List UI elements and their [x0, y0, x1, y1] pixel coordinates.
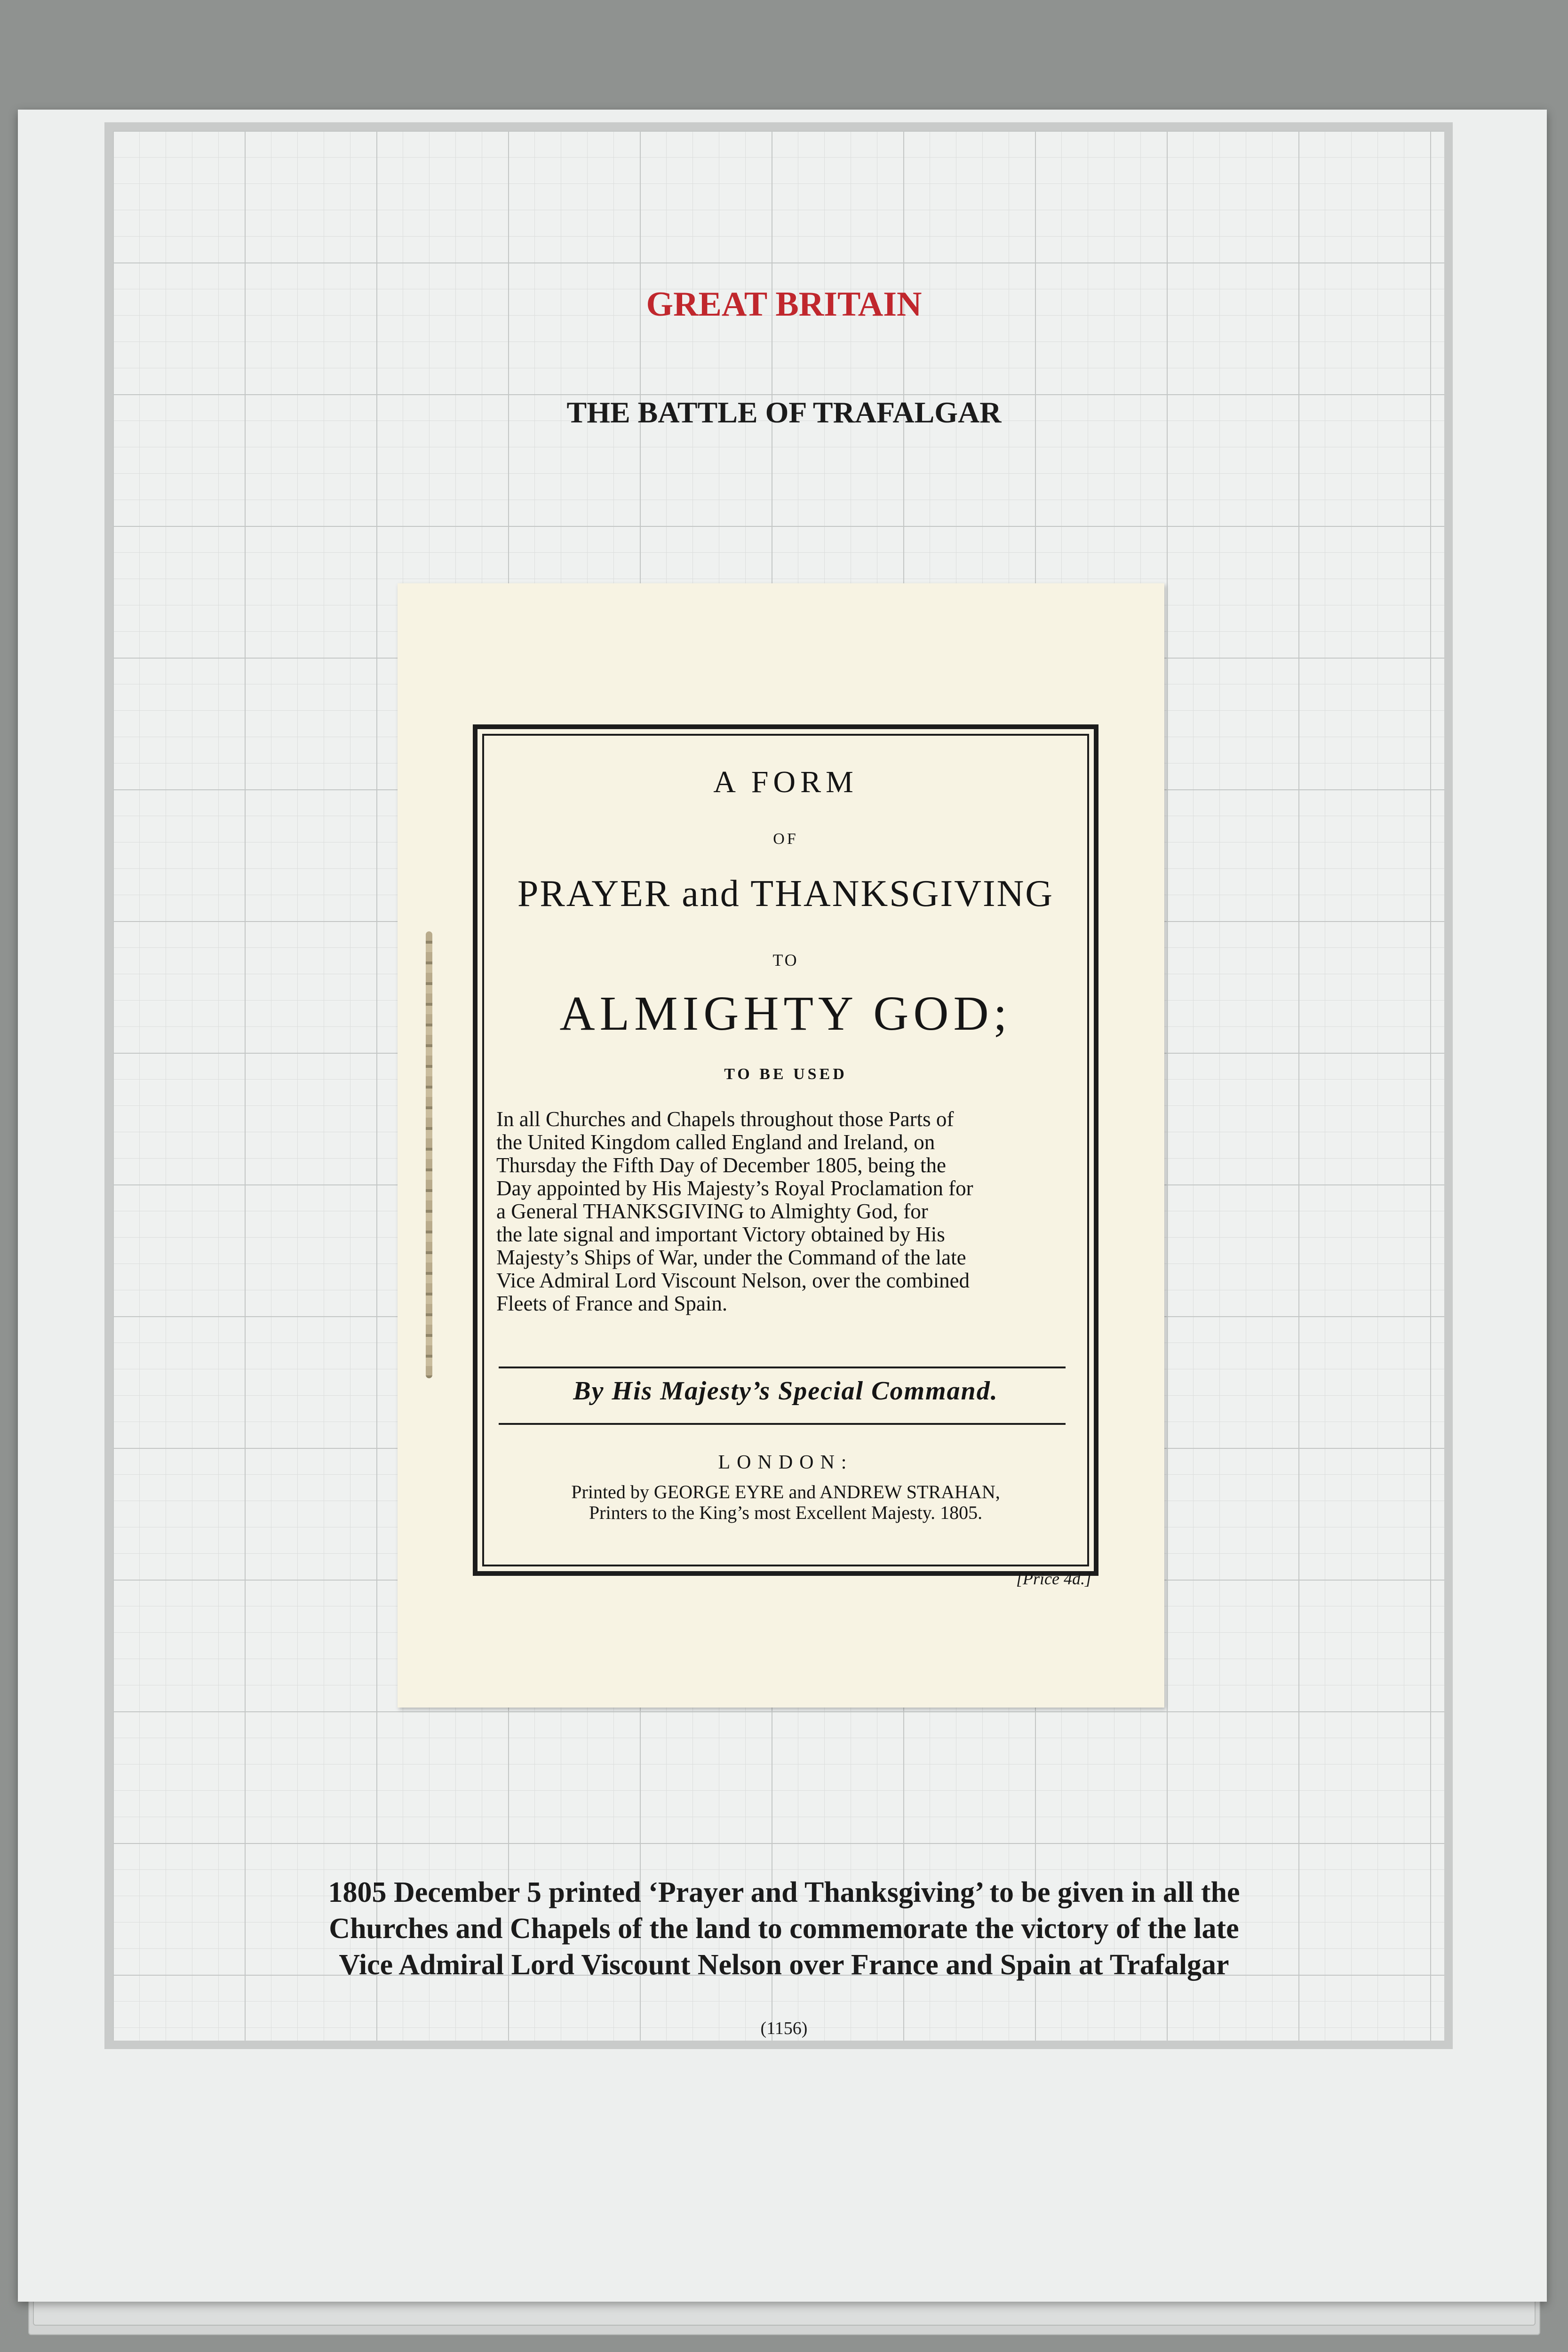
caption-line: Vice Admiral Lord Viscount Nelson over France and Spain at Trafalgar [339, 1949, 1229, 1981]
divider-rule [499, 1367, 1066, 1368]
leaflet-to-be-used: TO BE USED [724, 1065, 847, 1083]
leaflet-imprint [489, 1482, 1082, 1523]
subject-heading: THE BATTLE OF TRAFALGAR [566, 396, 1002, 429]
imprint-line: Printed by GEORGE EYRE and ANDREW STRAHAN, [571, 1481, 1000, 1502]
body-line: Day appointed by His Majesty’s Royal Proclamation for [496, 1176, 973, 1200]
leaflet-of: OF [773, 830, 798, 848]
body-line: Majesty’s Ships of War, under the Command of the late [496, 1246, 966, 1269]
body-line: Thursday the Fifth Day of December 1805, being the [496, 1153, 946, 1177]
body-line: a General THANKSGIVING to Almighty God, for [496, 1200, 928, 1223]
leaflet-to: TO [772, 951, 799, 969]
caption-line: Churches and Chapels of the land to commemorate the victory of the late [329, 1913, 1239, 1945]
body-line: In all Churches and Chapels throughout those Parts of [496, 1107, 954, 1131]
leaflet-almighty-god: ALMIGHTY GOD; [559, 986, 1012, 1041]
body-line: the United Kingdom called England and Ireland, on [496, 1130, 935, 1154]
leaflet-price: [Price 4d.] [1016, 1569, 1091, 1588]
page-number: (1156) [760, 2018, 808, 2038]
leaflet-prayer-title: PRAYER and THANKSGIVING [517, 873, 1054, 914]
body-line: the late signal and important Victory obtained by His [496, 1223, 945, 1246]
leaflet-special-command: By His Majesty’s Special Command. [573, 1376, 998, 1406]
binding-thread [426, 931, 432, 1378]
leaflet-a-form: A FORM [713, 765, 858, 799]
divider-rule [499, 1423, 1066, 1425]
country-heading: GREAT BRITAIN [646, 285, 922, 324]
leaflet-body-text [496, 1108, 1075, 1315]
leaflet-london: LONDON: [718, 1452, 853, 1473]
imprint-line: Printers to the King’s most Excellent Majesty. 1805. [589, 1502, 983, 1523]
body-line: Fleets of France and Spain. [496, 1292, 728, 1315]
album-caption [179, 1875, 1389, 1983]
body-line: Vice Admiral Lord Viscount Nelson, over the combined [496, 1269, 970, 1292]
caption-line: 1805 December 5 printed ‘Prayer and Thanksgiving’ to be given in all the [328, 1876, 1240, 1908]
